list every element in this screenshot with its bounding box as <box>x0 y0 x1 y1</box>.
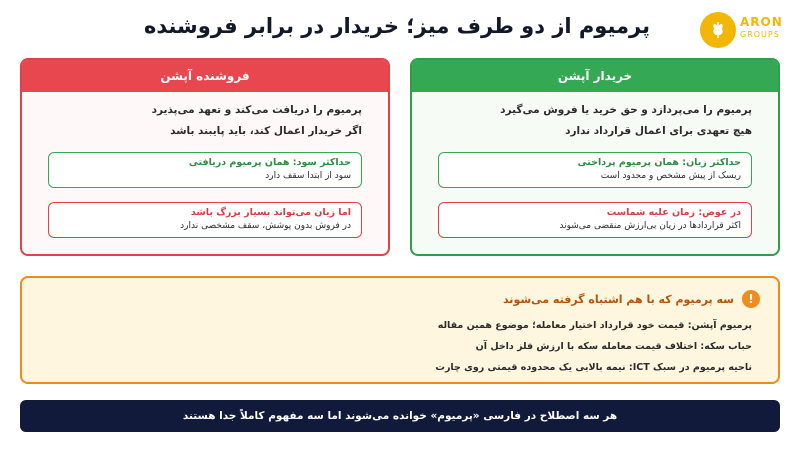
seller-card-title: فروشنده آپشن <box>22 60 388 92</box>
warning-item: پرمیوم آپشن: قیمت خود قرارداد اختیار معامله؛ موضوع همین مقاله <box>437 320 752 331</box>
warning-panel <box>20 276 780 384</box>
page-title: پرمیوم از دو طرف میز؛ خریدار در برابر فروشنده <box>143 14 650 38</box>
warning-item: حباب سکه: اختلاف قیمت معامله سکه با ارزش فلز داخل آن <box>475 341 752 352</box>
warning-item: ناحیه پرمیوم در سبک ICT: نیمه بالایی یک محدوده قیمتی روی چارت <box>435 362 752 373</box>
seller-box-1-title: حداکثر سود: همان پرمیوم دریافتی <box>188 157 351 168</box>
buyer-box-1-text: ریسک از پیش مشخص و محدود است <box>600 171 741 181</box>
logo-subtitle: GROUPS <box>740 30 780 39</box>
buyer-box-1-title: حداکثر زیان: همان پرمیوم پرداختی <box>577 157 741 168</box>
buyer-max-loss-box <box>438 152 752 188</box>
seller-card <box>20 58 390 256</box>
warning-title: سه پرمیوم که با هم اشتباه گرفته می‌شوند <box>502 292 734 306</box>
seller-box-1-text: سود از ابتدا سقف دارد <box>265 171 351 181</box>
warning-list <box>435 320 752 383</box>
seller-max-profit-box <box>48 152 362 188</box>
buyer-box-2-title: در عوض: زمان علیه شماست <box>606 207 741 218</box>
seller-line-2: اگر خریدار اعمال کند، باید پایبند باشد <box>170 125 362 137</box>
seller-loss-box <box>48 202 362 238</box>
buyer-line-2: هیچ تعهدی برای اعمال قرارداد ندارد <box>565 125 752 137</box>
buyer-box-2-text: اکثر قراردادها در زیان بی‌ارزش منقضی می‌شوند <box>559 221 741 231</box>
buyer-line-1: پرمیوم را می‌پردازد و حق خرید یا فروش می‌گیرد <box>500 104 752 116</box>
buyer-card <box>410 58 780 256</box>
buyer-card-title: خریدار آپشن <box>412 60 778 92</box>
seller-box-2-text: در فروش بدون پوشش، سقف مشخصی ندارد <box>180 221 351 231</box>
seller-box-2-title: اما زیان می‌تواند بسیار بزرگ باشد <box>190 207 351 218</box>
buyer-time-box <box>438 202 752 238</box>
logo-name: ARON <box>740 15 783 29</box>
footer-banner: هر سه اصطلاح در فارسی «پرمیوم» خوانده می‌شوند اما سه مفهوم کاملاً جدا هستند <box>20 400 780 432</box>
warning-icon: ! <box>742 290 760 308</box>
seller-line-1: پرمیوم را دریافت می‌کند و تعهد می‌پذیرد <box>151 104 362 116</box>
aron-logo <box>700 8 790 52</box>
wheat-icon <box>700 12 736 48</box>
